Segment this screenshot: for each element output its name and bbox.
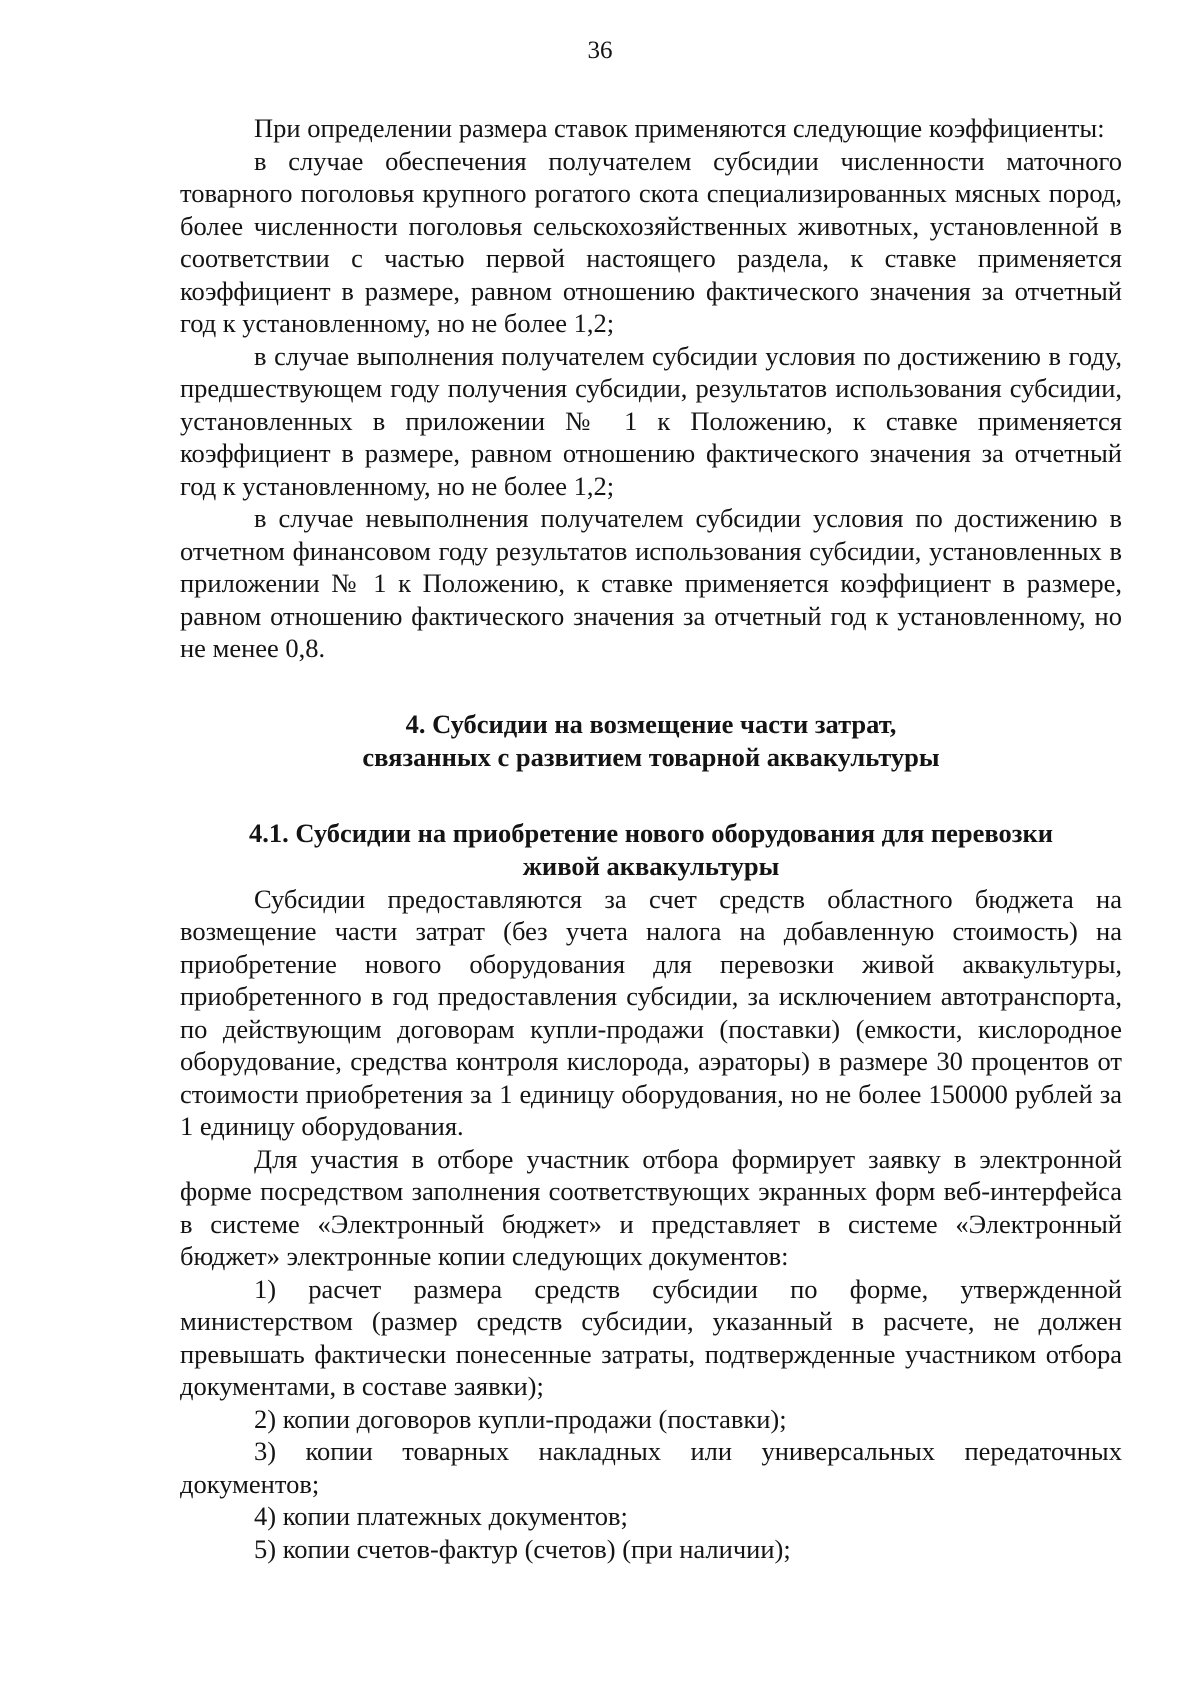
list-item-4: 4) копии платежных документов; [254, 1501, 628, 1531]
subsection-title-line-2: живой аквакультуры [522, 850, 780, 881]
paragraph-coefficients-intro: При определении размера ставок применяются следующие коэффициенты: [254, 113, 1105, 143]
paragraph-coefficient-livestock: в случае обеспечения получателем субсидии численности маточного товарного поголовья крупного рогатого скота специализированных мясных пород, более численности поголовья сельскохозяйственных животных, установленной в соответствии с частью первой настоящего раздела, к ставке применяется коэффициент в размере, равном отношению фактического значения за отчетный год к установленному, но не более 1,2; [180, 145, 1122, 338]
list-item-3: 3) копии товарных накладных или универсальных передаточных документов; [180, 1436, 1122, 1499]
document-body [180, 112, 1122, 1565]
list-item-2: 2) копии договоров купли-продажи (поставки); [254, 1403, 787, 1434]
section-title-line-1: 4. Субсидии на возмещение части затрат, [405, 708, 897, 739]
paragraph-application-procedure: Для участия в отборе участник отбора формирует заявку в электронной форме посредством заполнения соответствующих экранных форм веб-интерфейса в системе «Электронный бюджет» и представляет в системе «Электронный бюджет» электронные копии следующих документов: [180, 1143, 1122, 1271]
list-item-1: 1) расчет размера средств субсидии по форме, утвержденной министерством (размер средств субсидии, указанный в расчете, не должен превышать фактически понесенные затраты, подтвержденные участником отбора документами, в составе заявки); [180, 1273, 1122, 1401]
paragraph-subsidy-terms: Субсидии предоставляются за счет средств областного бюджета на возмещение части затрат (без учета налога на добавленную стоимость) на приобретение нового оборудования для перевозки живой аквакультуры, приобретенного в год предоставления субсидии, за исключением автотранспорта, по действующим договорам купли-продажи (поставки) (емкости, кислородное оборудование, средства контроля кислорода, аэраторы) в размере 30 процентов от стоимости приобретения за 1 единицу оборудования, но не более 150000 рублей за 1 единицу оборудования. [180, 883, 1122, 1141]
paragraph-coefficient-unfulfilled: в случае невыполнения получателем субсидии условия по достижению в отчетном финансовом году результатов использования субсидии, установленных в приложении № 1 к Положению, к ставке применяется коэффициент в размере, равном отношению фактического значения за отчетный год к установленному, но не менее 0,8. [180, 503, 1122, 663]
subsection-title-line-1: 4.1. Субсидии на приобретение нового оборудования для перевозки [249, 817, 1053, 848]
page-number: 36 [587, 37, 613, 64]
paragraph-coefficient-fulfilled: в случае выполнения получателем субсидии условия по достижению в году, предшествующем году получения субсидии, результатов использования субсидии, установленных в приложении № 1 к Положению, к ставке применяется коэффициент в размере, равном отношению фактического значения за отчетный год к установленному, но не более 1,2; [180, 340, 1122, 501]
list-item-5: 5) копии счетов-фактур (счетов) (при наличии); [254, 1533, 791, 1564]
section-title-line-2: связанных с развитием товарной аквакультуры [362, 741, 940, 772]
